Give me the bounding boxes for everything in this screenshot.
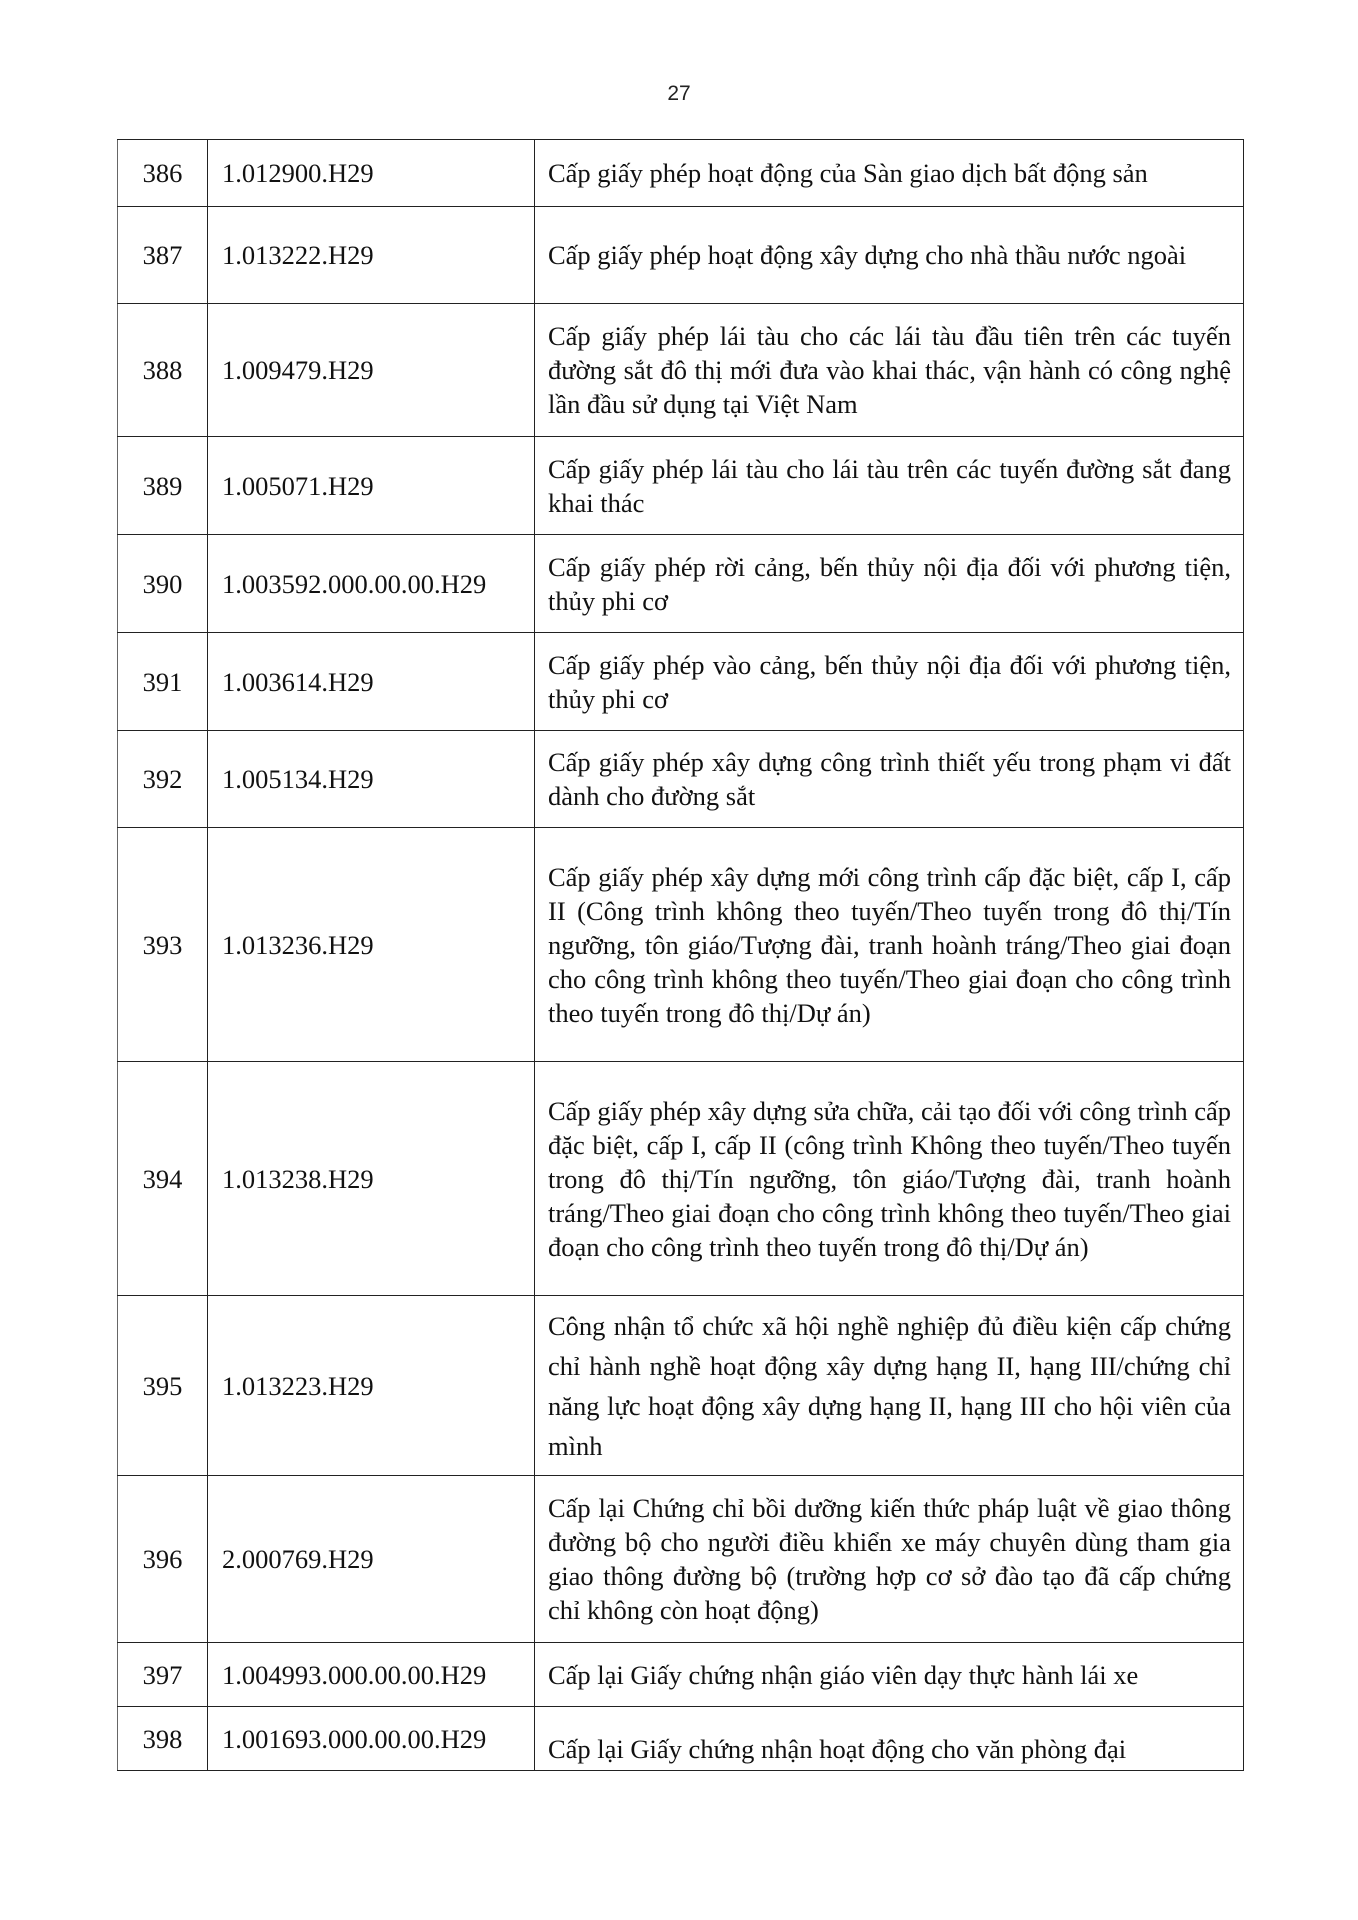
procedure-code: 2.000769.H29 (208, 1476, 535, 1643)
row-number: 394 (118, 1062, 208, 1296)
procedure-name: Cấp giấy phép xây dựng mới công trình cấp đặc biệt, cấp I, cấp II (Công trình không theo tuyến/Theo tuyến trong đô thị/Tín ngưỡng, tôn giáo/Tượng đài, tranh hoành tráng/Theo giai đoạn cho công trình không theo tuyến/Theo giai đoạn cho công trình theo tuyến trong đô thị/Dự án) (535, 828, 1244, 1062)
procedure-name: Cấp giấy phép rời cảng, bến thủy nội địa đối với phương tiện, thủy phi cơ (535, 535, 1244, 633)
procedure-name: Cấp giấy phép hoạt động xây dựng cho nhà thầu nước ngoài (535, 207, 1244, 304)
procedure-code: 1.013236.H29 (208, 828, 535, 1062)
procedure-code: 1.003614.H29 (208, 633, 535, 731)
procedure-code: 1.009479.H29 (208, 304, 535, 437)
row-number: 392 (118, 731, 208, 828)
table-row (118, 140, 1244, 207)
row-number: 398 (118, 1707, 208, 1771)
procedure-code: 1.003592.000.00.00.H29 (208, 535, 535, 633)
procedure-name: Công nhận tổ chức xã hội nghề nghiệp đủ điều kiện cấp chứng chỉ hành nghề hoạt động xây dựng hạng II, hạng III/chứng chỉ năng lực hoạt động xây dựng hạng II, hạng III cho hội viên của mình (535, 1296, 1244, 1476)
procedure-code: 1.005071.H29 (208, 437, 535, 535)
row-number: 389 (118, 437, 208, 535)
procedure-code: 1.012900.H29 (208, 140, 535, 207)
procedure-code: 1.013222.H29 (208, 207, 535, 304)
row-number: 397 (118, 1643, 208, 1707)
table-row (118, 1062, 1244, 1296)
procedure-name: Cấp giấy phép xây dựng công trình thiết yếu trong phạm vi đất dành cho đường sắt (535, 731, 1244, 828)
row-number: 387 (118, 207, 208, 304)
procedure-code: 1.013223.H29 (208, 1296, 535, 1476)
row-number: 386 (118, 140, 208, 207)
table-row (118, 1296, 1244, 1476)
procedure-name: Cấp lại Giấy chứng nhận hoạt động cho văn phòng đại (535, 1707, 1244, 1771)
procedure-code: 1.004993.000.00.00.H29 (208, 1643, 535, 1707)
table-row (118, 304, 1244, 437)
procedure-name: Cấp giấy phép lái tàu cho lái tàu trên các tuyến đường sắt đang khai thác (535, 437, 1244, 535)
table-row (118, 828, 1244, 1062)
procedure-code: 1.001693.000.00.00.H29 (208, 1707, 535, 1771)
procedure-name: Cấp lại Chứng chỉ bồi dưỡng kiến thức pháp luật về giao thông đường bộ cho người điều khiển xe máy chuyên dùng tham gia giao thông đường bộ (trường hợp cơ sở đào tạo đã cấp chứng chỉ không còn hoạt động) (535, 1476, 1244, 1643)
page-number: 27 (667, 82, 691, 105)
procedure-name: Cấp giấy phép xây dựng sửa chữa, cải tạo đối với công trình cấp đặc biệt, cấp I, cấp II (công trình Không theo tuyến/Theo tuyến trong đô thị/Tín ngưỡng, tôn giáo/Tượng đài, tranh hoành tráng/Theo giai đoạn cho công trình không theo tuyến/Theo giai đoạn cho công trình theo tuyến trong đô thị/Dự án) (535, 1062, 1244, 1296)
procedures-table (117, 139, 1244, 1771)
procedure-code: 1.013238.H29 (208, 1062, 535, 1296)
row-number: 393 (118, 828, 208, 1062)
procedure-code: 1.005134.H29 (208, 731, 535, 828)
table-row (118, 437, 1244, 535)
row-number: 395 (118, 1296, 208, 1476)
row-number: 390 (118, 535, 208, 633)
table-row (118, 1476, 1244, 1643)
table-row (118, 535, 1244, 633)
procedure-name: Cấp lại Giấy chứng nhận giáo viên dạy thực hành lái xe (535, 1643, 1244, 1707)
procedure-name: Cấp giấy phép lái tàu cho các lái tàu đầu tiên trên các tuyến đường sắt đô thị mới đưa vào khai thác, vận hành có công nghệ lần đầu sử dụng tại Việt Nam (535, 304, 1244, 437)
row-number: 388 (118, 304, 208, 437)
procedure-name: Cấp giấy phép hoạt động của Sàn giao dịch bất động sản (535, 140, 1244, 207)
table-row (118, 207, 1244, 304)
row-number: 396 (118, 1476, 208, 1643)
table-row (118, 1643, 1244, 1707)
table-row (118, 633, 1244, 731)
table-row (118, 1707, 1244, 1771)
table-row (118, 731, 1244, 828)
procedure-name: Cấp giấy phép vào cảng, bến thủy nội địa đối với phương tiện, thủy phi cơ (535, 633, 1244, 731)
row-number: 391 (118, 633, 208, 731)
